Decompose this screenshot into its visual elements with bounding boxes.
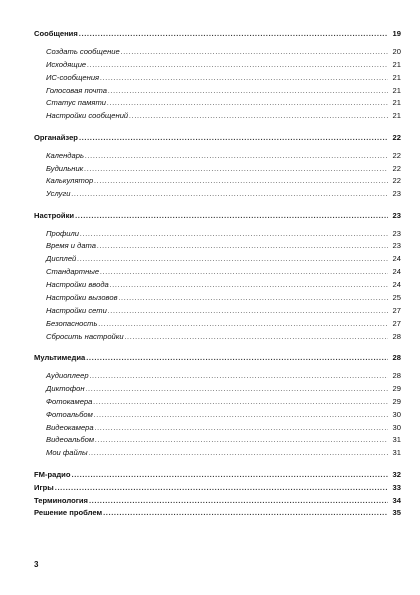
toc-entry-title: Услуги [46,189,71,199]
toc-entry-title: Видеокамера [46,422,94,432]
toc-entry-title: Сообщения [34,29,78,38]
toc-entry-title: Органайзер [34,132,78,142]
spacer [34,123,401,132]
toc-subsection[interactable] [34,447,401,460]
toc-entry-title: Мои файлы [46,448,88,458]
toc-subsection[interactable] [34,188,401,201]
toc-entry-title: Терминология [34,495,88,505]
toc-entry-title: Настройки вызовов [46,293,118,303]
toc-entry-title: Время и дата [46,241,97,251]
dot-leader [80,228,388,241]
toc-subsection[interactable] [34,240,401,253]
toc-entry-title: Статус памяти [46,98,107,108]
toc-subsection[interactable] [34,422,401,435]
toc-entry-page: 25 [392,293,401,303]
toc-entry-page: 32 [392,469,401,479]
toc-entry-page: 28 [392,331,401,341]
toc-entry-page: 22 [392,150,401,160]
toc-entry-page: 22 [392,132,401,142]
toc-entry-title: Сбросить настройки [46,331,124,341]
toc-entry-page: 23 [392,210,401,220]
dot-leader [84,163,388,176]
toc-entry-page: 34 [392,495,401,505]
toc-subsection[interactable] [34,305,401,318]
toc-subsection[interactable] [34,110,401,123]
dot-leader [89,495,388,508]
toc-subsection[interactable] [34,150,401,163]
toc-subsection[interactable] [34,253,401,266]
toc-entry-title: Фотокамера [46,396,93,406]
toc-subsection[interactable] [34,279,401,292]
toc-subsection[interactable] [34,266,401,279]
dot-leader [121,46,388,59]
toc-entry-page: 24 [392,254,401,264]
spacer [34,201,401,210]
dot-leader [100,72,388,85]
toc-entry-page: 21 [392,85,401,95]
toc-entry-page: 22 [392,176,401,186]
toc-entry-page: 28 [392,353,401,363]
dot-leader [125,331,388,344]
dot-leader [85,150,388,163]
toc-subsection[interactable] [34,163,401,176]
toc-entry-page: 29 [392,396,401,406]
dot-leader [90,370,388,383]
toc-section[interactable] [34,507,401,520]
toc-subsection[interactable] [34,434,401,447]
toc-entry-title: Настройки ввода [46,280,109,290]
toc-entry-page: 35 [392,508,401,518]
toc-entry-title: Дисплей [46,254,77,264]
toc-subsection[interactable] [34,409,401,422]
dot-leader [129,110,388,123]
toc-entry-title: Решение проблем [34,508,103,518]
dot-leader [119,292,388,305]
toc-entry-page: 31 [392,435,401,445]
toc-entry-page: 22 [392,163,401,173]
toc-subsection[interactable] [34,59,401,72]
dot-leader [79,28,388,41]
toc-section[interactable] [34,482,401,495]
toc-entry-title: ИС-сообщения [46,72,100,82]
dot-leader [95,434,388,447]
toc-subsection[interactable] [34,383,401,396]
dot-leader [98,318,388,331]
toc-section[interactable] [34,469,401,482]
dot-leader [86,352,388,365]
dot-leader [93,396,388,409]
toc-entry-title: Настройки сети [46,305,107,315]
toc-entry-page: 21 [392,111,401,121]
dot-leader [79,132,388,145]
toc-subsection[interactable] [34,228,401,241]
toc-subsection[interactable] [34,318,401,331]
dot-leader [108,305,388,318]
toc-subsection[interactable] [34,292,401,305]
toc-entry-title: Мультимедиа [34,353,86,363]
toc-entry-page: 21 [392,59,401,69]
toc-entry-title: FM-радио [34,469,71,479]
spacer [34,344,401,353]
toc-entry-page: 24 [392,280,401,290]
dot-leader [100,266,388,279]
toc-entry-page: 19 [392,29,401,38]
toc-subsection[interactable] [34,175,401,188]
dot-leader [86,383,388,396]
toc-entry-page: 24 [392,267,401,277]
toc-subsection[interactable] [34,97,401,110]
spacer [34,460,401,469]
toc-subsection[interactable] [34,85,401,98]
toc-entry-page: 20 [392,46,401,56]
toc-entry-title: Калькулятор [46,176,94,186]
toc-entry-page: 30 [392,409,401,419]
toc-entry-page: 23 [392,241,401,251]
toc-entry-page: 31 [392,448,401,458]
toc-entry-title: Настройки сообщений [46,111,129,121]
toc-entry-title: Профили [46,228,80,238]
toc-entry-page: 33 [392,482,401,492]
toc-entry-title: Аудиоплеер [46,370,89,380]
toc-subsection[interactable] [34,46,401,59]
page-number: 3 [34,560,39,569]
toc-entry-title: Стандартные [46,267,100,277]
toc-entry-page: 27 [392,318,401,328]
toc-entry-title: Голосовая почта [46,85,107,95]
toc-entry-page: 30 [392,422,401,432]
dot-leader [77,253,388,266]
dot-leader [108,85,388,98]
toc-entry-page: 29 [392,383,401,393]
toc-entry-page: 21 [392,98,401,108]
toc-entry-page: 23 [392,228,401,238]
toc-entry-title: Будильник [46,163,84,173]
dot-leader [94,409,388,422]
dot-leader [87,59,388,72]
toc-entry-page: 23 [392,189,401,199]
dot-leader [71,188,388,201]
dot-leader [95,422,388,435]
toc-section[interactable] [34,495,401,508]
toc-section[interactable] [34,210,401,223]
toc-section[interactable] [34,28,401,41]
table-of-contents [34,28,401,520]
toc-entry-title: Игры [34,482,54,492]
dot-leader [55,482,388,495]
toc-entry-page: 21 [392,72,401,82]
toc-section[interactable] [34,352,401,365]
toc-entry-title: Создать сообщение [46,46,120,56]
toc-subsection[interactable] [34,72,401,85]
toc-entry-title: Безопасность [46,318,98,328]
dot-leader [75,210,388,223]
toc-subsection[interactable] [34,370,401,383]
toc-entry-title: Диктофон [46,383,85,393]
dot-leader [71,469,388,482]
dot-leader [110,279,388,292]
toc-entry-title: Календарь [46,150,84,160]
dot-leader [97,240,388,253]
toc-section[interactable] [34,132,401,145]
toc-entry-title: Исходящие [46,59,87,69]
toc-entry-page: 28 [392,370,401,380]
toc-entry-title: Видеоальбом [46,435,95,445]
toc-subsection[interactable] [34,396,401,409]
dot-leader [103,507,388,520]
toc-entry-page: 27 [392,305,401,315]
toc-entry-title: Настройки [34,210,75,220]
dot-leader [107,97,388,110]
toc-entry-title: Фотоальбом [46,409,93,419]
dot-leader [89,447,388,460]
dot-leader [94,175,388,188]
toc-subsection[interactable] [34,331,401,344]
